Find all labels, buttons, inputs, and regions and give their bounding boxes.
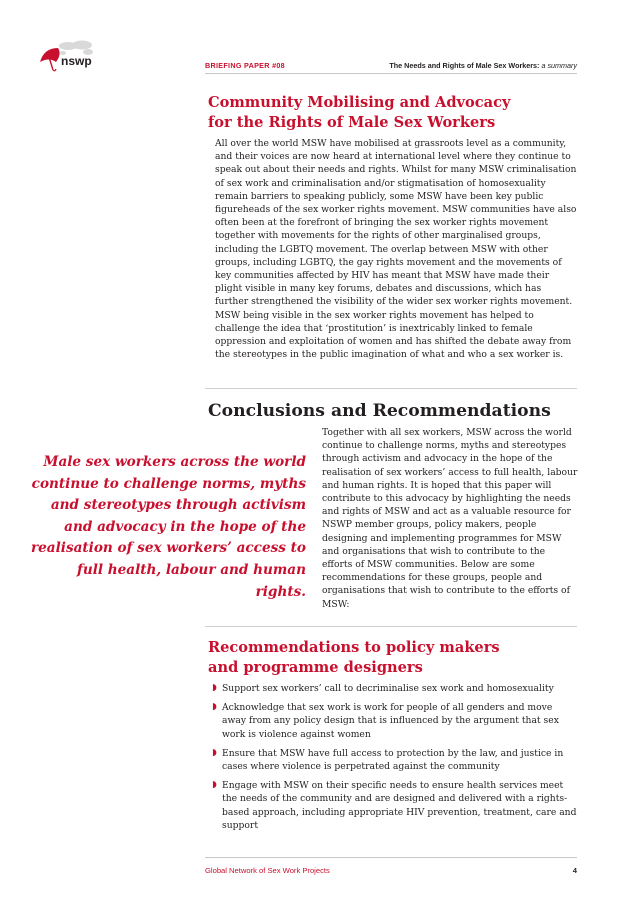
nswp-logo (36, 38, 98, 74)
section-heading-conclusions: Conclusions and Recommendations (208, 401, 551, 421)
footer-org-name: Global Network of Sex Work Projects (205, 866, 330, 875)
section-heading-recommendations (208, 638, 548, 678)
conclusions-body-text: Together with all sex workers, MSW across the world continue to challenge norms, myths and stereotypes through activism and advocacy in the hope of the realisation of sex workers’ access to full health, labour and human rights. It is hoped that this paper will contribute to this advocacy by highlighting the needs and rights of MSW and act as a valuable resource for NSWP member groups, policy makers, people designing and implementing programmes for MSW and organisations that wish to contribute to the efforts of MSW communities. Below are some recommendations for these groups, people and organisations that wish to contribute to the efforts of MSW: (322, 427, 578, 610)
umbrella-icon (40, 48, 60, 71)
section-heading-community (208, 93, 548, 133)
list-item-text: Engage with MSW on their specific needs to ensure health services meet the needs of the community and are designed and delivered with a rights-based approach, including appropriate HIV prevention, treatment, care and support (222, 780, 577, 831)
header-title-sub: a summary (541, 61, 577, 70)
list-item-text: Ensure that MSW have full access to protection by the law, and justice in cases where violence is perpetrated against the community (222, 747, 564, 773)
bullet-icon: ◗ (212, 780, 217, 791)
list-item-text: Acknowledge that sex work is work for people of all genders and move away from any policy design that is influenced by the argument that sex work is violence against women (222, 702, 559, 740)
list-item (212, 701, 578, 741)
heading-line: and programme designers (208, 659, 423, 676)
pull-quote: Male sex workers across the world continue to challenge norms, myths and stereotypes through activism and advocacy in the hope of the realisation of sex workers’ access to full health, labour and human rights. (31, 454, 306, 600)
community-body-text: All over the world MSW have mobilised at grassroots level as a community, and their voices are now heard at international level where they continue to speak out about their needs and rights. Whilst for many MSW criminalisation of sex work and criminalisation and/or stigmatisation of homosexuality remain barriers to speaking publicly, some MSW have been key public figureheads of the sex worker rights movement. MSW communities have also often been at the forefront of bringing the sex worker rights movement together with movements for the rights of other marginalised groups, including the LGBTQ movement. The overlap between MSW with other groups, including LGBTQ, the gay rights movement and the movements of key communities affected by HIV has meant that MSW have made their plight visible in many key forums, debates and discussions, which has further strengthened the visibility of the wider sex worker rights movement. MSW being visible in the sex worker rights movement has helped to challenge the idea that ‘prostitution’ is inextricably linked to female oppression and exploitation of women and has shifted the debate away from the stereotypes in the public imagination of what and who a sex worker is. (215, 138, 577, 361)
heading-line: for the Rights of Male Sex Workers (208, 114, 496, 131)
list-item (212, 747, 578, 773)
footer-divider (205, 857, 577, 858)
recommendations-list (212, 682, 578, 838)
header-title-main: The Needs and Rights of Male Sex Workers: (389, 61, 540, 70)
world-map-icon (59, 41, 93, 56)
bullet-icon: ◗ (212, 747, 217, 758)
list-item (212, 682, 578, 695)
list-item-text: Support sex workers’ call to decriminalise sex work and homosexuality (222, 683, 554, 694)
bullet-icon: ◗ (212, 702, 217, 713)
heading-line: Community Mobilising and Advocacy (208, 94, 511, 111)
header-document-title (389, 61, 577, 70)
section-divider (205, 626, 577, 627)
header-series-label: BRIEFING PAPER #08 (205, 61, 285, 70)
header-divider (205, 73, 577, 74)
heading-line: Recommendations to policy makers (208, 639, 500, 656)
section-divider (205, 388, 577, 389)
page-number: 4 (572, 866, 577, 875)
bullet-icon: ◗ (212, 683, 217, 693)
logo-text: nswp (61, 54, 92, 68)
list-item (212, 779, 578, 832)
